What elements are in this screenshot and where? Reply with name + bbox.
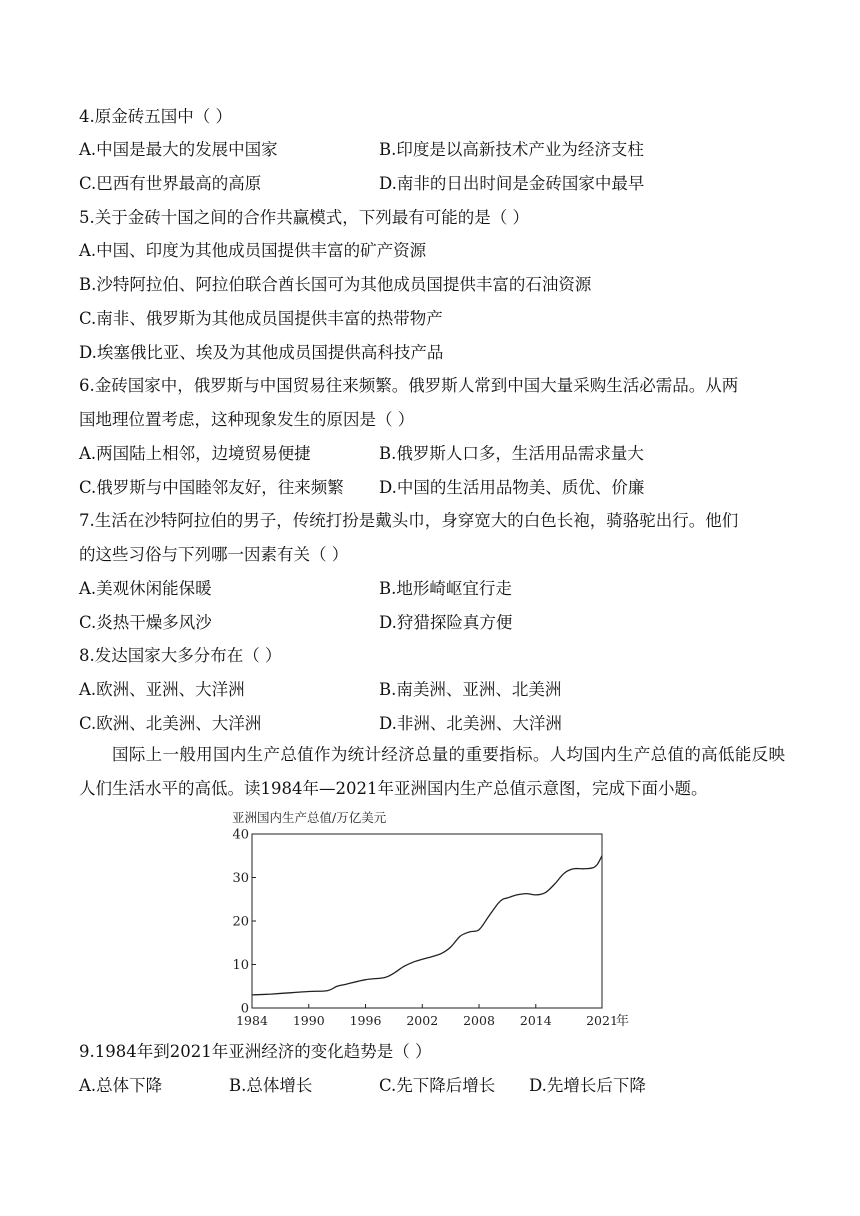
question-6-option-c: C.俄罗斯与中国睦邻友好，往来频繁	[79, 478, 344, 497]
x-tick-label: 1984	[236, 1013, 268, 1028]
question-6-stem-line-2: 国地理位置考虑，这种现象发生的原因是（ ）	[79, 410, 415, 429]
question-7-option-c: C.炎热干燥多风沙	[79, 613, 212, 632]
x-tick-label: 1996	[349, 1013, 382, 1028]
x-tick-label: 1990	[292, 1013, 325, 1028]
question-8-stem: 8.发达国家大多分布在（ ）	[79, 646, 282, 665]
question-8-option-b: B.南美洲、亚洲、北美洲	[379, 680, 562, 699]
question-6-option-b: B.俄罗斯人口多，生活用品需求量大	[379, 444, 644, 463]
question-4-option-b: B.印度是以高新技术产业为经济支柱	[379, 140, 644, 159]
question-4-option-a: A.中国是最大的发展中国家	[79, 140, 278, 159]
question-5-option-b: B.沙特阿拉伯、阿拉伯联合酋长国可为其他成员国提供丰富的石油资源	[79, 275, 592, 294]
question-5-option-d: D.埃塞俄比亚、埃及为其他成员国提供高科技产品	[79, 343, 444, 362]
x-tick-label: 2008	[463, 1013, 495, 1028]
question-9-option-a: A.总体下降	[79, 1076, 163, 1095]
question-4-option-c: C.巴西有世界最高的高原	[79, 174, 262, 193]
question-6-stem-line-1: 6.金砖国家中，俄罗斯与中国贸易往来频繁。俄罗斯人常到中国大量采购生活必需品。从两	[79, 376, 739, 395]
question-5-stem: 5.关于金砖十国之间的合作共赢模式，下列最有可能的是（ ）	[79, 208, 529, 227]
question-4-option-d: D.南非的日出时间是金砖国家中最早	[379, 174, 645, 193]
y-axis-label: 亚洲国内生产总值/万亿美元	[232, 810, 387, 825]
question-7-option-a: A.美观休闲能保暖	[79, 579, 212, 598]
x-tick-label: 2002	[406, 1013, 439, 1028]
y-tick-label: 40	[232, 827, 249, 843]
question-8-option-c: C.欧洲、北美洲、大洋洲	[79, 714, 262, 733]
chart-axes	[252, 834, 602, 1008]
question-6-option-a: A.两国陆上相邻，边境贸易便捷	[79, 444, 311, 463]
question-9-option-b: B.总体增长	[229, 1076, 313, 1095]
chart-series	[252, 856, 602, 995]
question-7-stem-line-2: 的这些习俗与下列哪一因素有关（ ）	[79, 545, 349, 564]
question-7-option-d: D.狩猎探险真方便	[379, 613, 513, 632]
x-tick-label: 2014	[519, 1013, 552, 1028]
question-5-option-a: A.中国、印度为其他成员国提供丰富的矿产资源	[79, 241, 427, 260]
question-8-option-a: A.欧洲、亚洲、大洋洲	[79, 680, 245, 699]
question-9-stem: 9.1984年到2021年亚洲经济的变化趋势是（ ）	[79, 1042, 432, 1061]
question-9-option-d: D.先增长后下降	[529, 1076, 646, 1095]
x-tick-label: 2021	[586, 1013, 618, 1028]
question-7-option-b: B.地形崎岖宜行走	[379, 579, 512, 598]
question-7-stem-line-1: 7.生活在沙特阿拉伯的男子，传统打扮是戴头巾，身穿宽大的白色长袍，骑骆驼出行。他们	[79, 511, 739, 530]
plot-frame	[252, 834, 602, 1008]
question-5-option-c: C.南非、俄罗斯为其他成员国提供丰富的热带物产	[79, 309, 443, 328]
y-tick-label: 10	[232, 958, 249, 973]
y-tick-label: 20	[232, 914, 249, 930]
question-9-option-c: C.先下降后增长	[379, 1076, 496, 1095]
question-6-option-d: D.中国的生活用品物美、质优、价廉	[379, 478, 645, 497]
y-tick-label: 30	[232, 871, 249, 886]
question-8-option-d: D.非洲、北美洲、大洋洲	[379, 714, 562, 733]
asia-gdp-line-chart	[222, 804, 642, 1030]
chart-ticks	[232, 828, 629, 1030]
x-axis-unit-label: 年	[616, 1014, 630, 1029]
material-intro-paragraph: 国际上一般用国内生产总值作为统计经济总量的重要指标。人均国内生产总值的高低能反映人们生活水平的高低。读1984年—2021年亚洲国内生产总值示意图，完成下面小题。	[79, 745, 785, 798]
gdp-series-line	[252, 856, 602, 995]
y-tick-label: 0	[240, 1001, 249, 1017]
question-4-stem: 4.原金砖五国中（ ）	[79, 107, 232, 126]
